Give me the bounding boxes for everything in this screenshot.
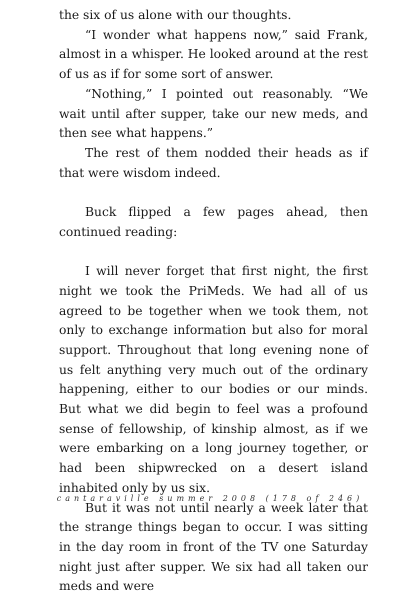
paragraph-buck-reading: Buck flipped a few pages ahead, then continued reading: bbox=[59, 205, 368, 239]
paragraph-nothing-reply: “Nothing,” I pointed out reasonably. “We wait until after supper, take our new meds, and then see what happens.” bbox=[59, 86, 368, 141]
paragraph-quoted-first-night: I will never forget that first night, the first night we took the PriMeds. We had all of us agreed to be together when we took them, not only to exchange information but also for moral support. Throughout that long evening none of us felt anything very much out of the ordinary happening, either to our bodies or our minds. But what we did begin to feel was a profound sense of fellowship, of kinship almost, as if we were embarking on a long journey together, or had been shipwrecked on a desert island inhabited only by us six. bbox=[59, 264, 368, 495]
paragraph-quoted-strange-things: But it was not until nearly a week later that the strange things began to occur. I was sitting in the day room in front of the TV one Saturday night just after supper. We six had all taken our meds and were bbox=[59, 500, 368, 594]
paragraph-nodded-heads: The rest of them nodded their heads as if that were wisdom indeed. bbox=[59, 145, 368, 180]
paragraph-continuation: the six of us alone with our thoughts. bbox=[59, 8, 292, 22]
page-body bbox=[59, 6, 368, 597]
page-footer: cantaraville summer 2008 (178 of 246) bbox=[56, 494, 364, 503]
paragraph-frank-wonders: “I wonder what happens now,” said Frank, almost in a whisper. He looked around at the rest of us as if for some sort of answer. bbox=[59, 27, 368, 82]
